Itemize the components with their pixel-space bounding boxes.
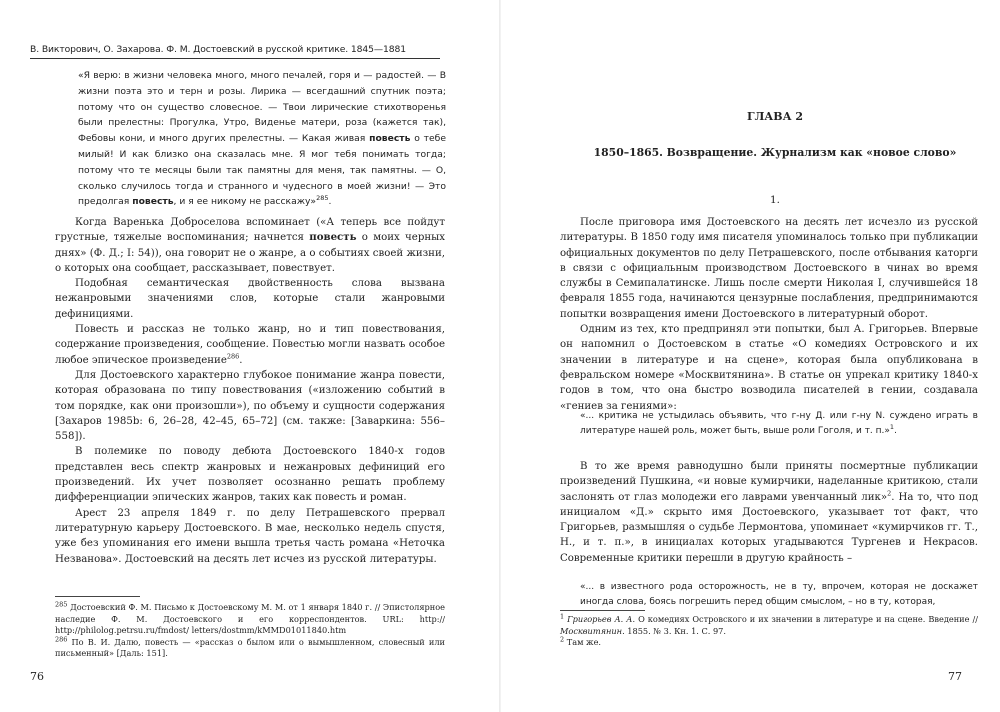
footnote: $^1$ Григорьев А. А. О комедиях Островского и их значении в литературе и на сцене. Введение // Москвитянин. 1855. № 3. Кн. 1. С. 97. (560, 612, 978, 636)
bold-word: повесть (309, 231, 357, 244)
footnote-rule (560, 610, 645, 611)
footnote-ref: 285 (316, 194, 329, 203)
footnote-rule (55, 596, 140, 597)
footnote: $^{285}$ Достоевский Ф. М. Письмо к Достоевскому М. М. от 1 января 1840 г. // Эпистолярное наследие Ф. М. Достоевского и его корреспондентов. URL: http:// http://philolog.petrsu.ru/fmdost/ letters/dostmm/kMMD01011840.htm (55, 600, 445, 636)
paragraph: Когда Варенька Доброселова вспоминает («А теперь все пойдут грустные, тяжелые воспоминания; начнется повесть о моих черных днях» (Ф. Д.; I: 54)), она говорит не о жанре, а о событиях своей жизни, о которых она сообщает, рассказывает, повествует. (55, 217, 445, 274)
page-number-left: 76 (30, 670, 44, 683)
paragraph: В то же время равнодушно были приняты посмертные публикации произведений Пушкина, «и новые кумирчики, наделанные критикою, стали заслонять от глаз молодежи его лаврами увенчанный лик»$^2$. На то, что под инициалом «Д.» скрыто имя Достоевского, указывает тот факт, что Григорьев, размышляя о судьбе Лермонтова, упоминает «кумирчиков гг. Т., Н., и т. п.», в инициалах которых угадываются Тургенев и Некрасов. Современные критики перешли в другую крайность – (560, 461, 978, 564)
quote-text: о тебе милый! И как близко она сказалась мне. Я мог тебя понимать тогда; потому что те месяцы были так памятны для меня, так памятны. — О, сколько случилось тогда и странного и чудесного в моей жизни! — Это предолгая (78, 133, 446, 208)
chapter-heading: ГЛАВА 2 (746, 110, 804, 123)
quote-text: «Я верю: в жизни человека много, много печалей, горя и — радостей. — В жизни поэта это и терн и розы. Лирика — всегдашний спутник поэта; потому что он существо словесное. — Твои лирические стихотворенья были прелестны: Прогулка, Утро, Виденье матери, роза (кажется так), Фебовы кони, и много других прелестны. — Какая живая (78, 70, 446, 145)
paragraph: Подобная семантическая двойственность слова вызвана нежанровыми значениями слов, которые стали жанровыми дефинициями. (55, 278, 445, 320)
paragraph: Одним из тех, кто предпринял эти попытки, был А. Григорьев. Впервые он напомнил о Достоевском в статье «О комедиях Островского и их значении в литературе и на сцене», которая была опубликована в февральском номере «Москвитянина». В статье он упрекал критику 1840-х годов в том, что она быстро возводила писателей в гении, создавала «гениев за гениями»: (560, 324, 978, 412)
paragraph: Для Достоевского характерно глубокое понимание жанра повести, которая образована по типу повествования («изложению событий в том порядке, как они произошли»), по объему и сущности содержания [Захаров 1985b: 6, 26–28, 42–45, 65–72] (см. также: [Заваркина: 556–558]). (55, 369, 445, 443)
right-body-text (560, 215, 978, 414)
footnote-ref: 2 (887, 489, 892, 498)
right-footnotes (560, 614, 978, 649)
block-quote: «... критика не устыдилась объявить, что г-ну Д. или г-ну N. суждено играть в литературе нашей роль, может быть, выше роли Гоголя, и т. п.»$^1$. (580, 411, 978, 436)
quote-text: , и я ее никому не расскажу» (173, 196, 317, 208)
page-number-right: 77 (948, 670, 962, 683)
paragraph: Арест 23 апреля 1849 г. по делу Петрашевского прервал литературную карьеру Достоевского. В мае, несколько недель спустя, уже без упоминания его имени вышла третья часть романа «Неточка Незванова». Достоевский на десять лет исчез из русской литературы. (55, 507, 445, 565)
running-head: В. Викторович, О. Захарова. Ф. М. Достоевский в русской критике. 1845—1881 (30, 44, 406, 55)
running-head-rule (30, 58, 440, 59)
section-number: 1. (770, 194, 780, 206)
paragraph: Повесть и рассказ не только жанр, но и тип повествования, содержание произведения, сообщение. Повестью могли назвать особое любое эпическое произведение$^{286}$. (55, 324, 445, 366)
chapter-title: 1850–1865. Возвращение. Журнализм как «новое слово» (593, 146, 957, 159)
footnote: $^2$ Там же. (560, 635, 602, 648)
footnote: $^{286}$ По В. И. Далю, повесть — «рассказ о былом или о вымышленном, словесный или письменный» [Даль: 151]. (55, 635, 445, 659)
right-body-text-2 (560, 459, 978, 566)
epigraph-quote (78, 68, 446, 210)
block-quote: «... в известного рода осторожность, не в ту, впрочем, которая не доскажет иногда слова, боясь погрешить перед общим смыслом, – но в ту, которая, (580, 582, 978, 607)
paragraph: В полемике по поводу дебюта Достоевского 1840-х годов представлен весь спектр жанровых и нежанровых дефиниций его произведений. Их учет позволяет осознанно решать проблему дифференциации эпических жанров, таких как повесть и роман. (55, 446, 445, 504)
quote-bold-word: повесть (369, 133, 411, 145)
quote-bold-word: повесть (132, 196, 174, 208)
footnote-ref: 1 (889, 423, 895, 431)
quote-text: . (328, 196, 332, 208)
left-body-text (55, 215, 445, 567)
footnote-ref: 286 (226, 352, 240, 361)
left-footnotes (55, 602, 445, 660)
paragraph: После приговора имя Достоевского на десять лет исчезло из русской литературы. В 1850 году имя писателя упоминалось только при публикации официальных документов по делу Петрашевского, после отбывания каторги в связи с официальным производством Достоевского в чинах во время службы в Семипалатинске. Лишь после смерти Николая I, случившейся 18 февраля 1855 года, начинаются цензурные послабления, предпринимаются попытки возвращения имени Достоевского в литературный оборот. (560, 217, 978, 320)
